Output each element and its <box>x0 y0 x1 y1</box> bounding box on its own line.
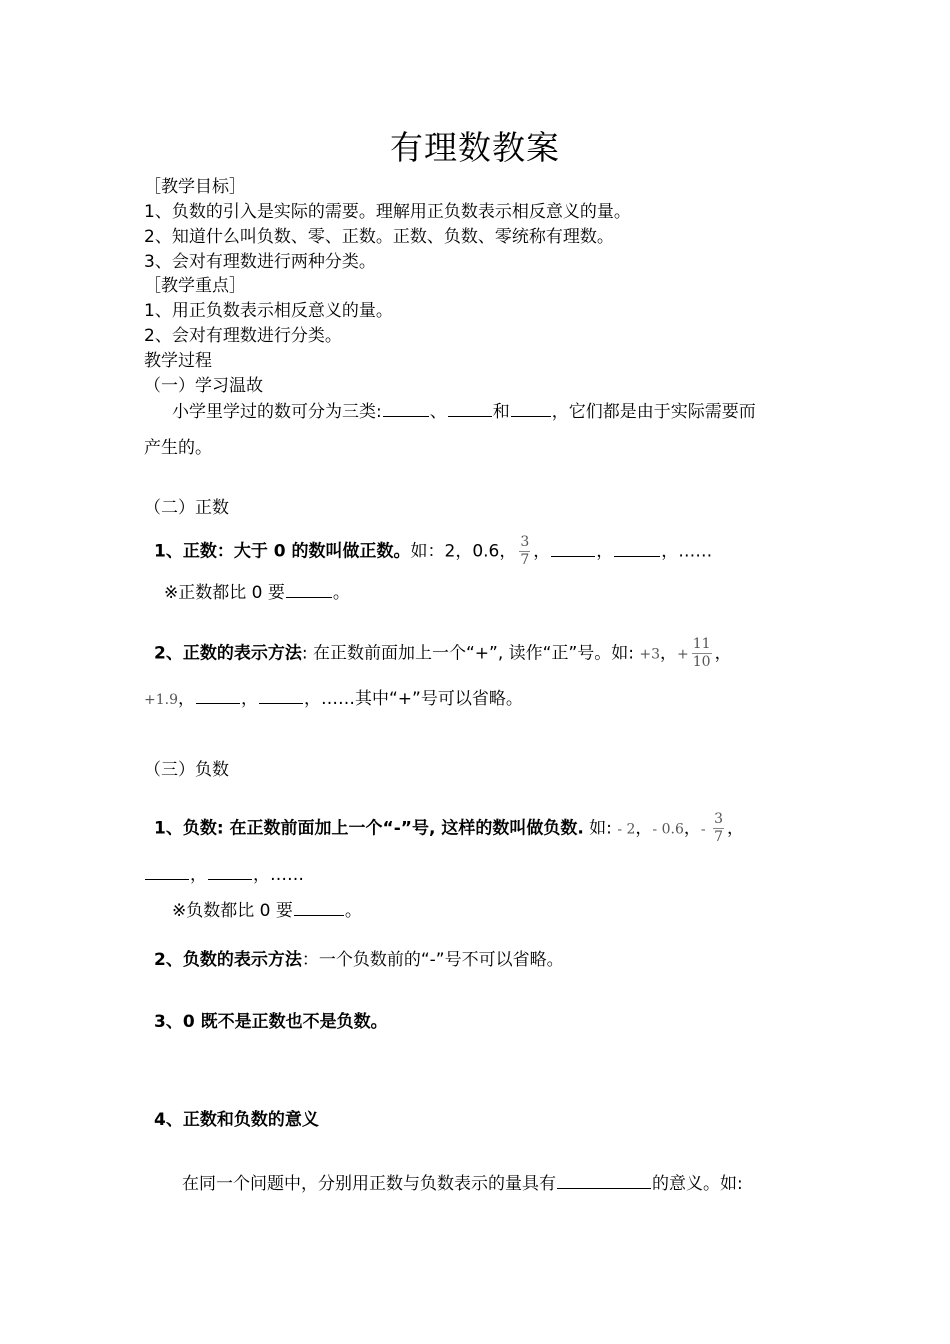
positive-repr-tail: ……其中“+”号可以省略。 <box>321 689 523 709</box>
comma: ， <box>533 541 551 562</box>
goal-item-2: 2、知道什么叫负数、零、正数。正数、负数、零统称有理数。 <box>144 227 614 247</box>
comma: ， <box>635 818 653 839</box>
goals-header: ［教学目标］ <box>144 177 246 197</box>
positive-repr-text: : 在正数前面加上一个“+”, 读作“正”号。如: <box>301 643 640 664</box>
negative-repr-text: ：一个负数前的“-”号不可以省略。 <box>301 950 564 970</box>
ellipsis: …… <box>270 865 304 885</box>
fraction-denominator: 7 <box>714 829 723 845</box>
review-text-c: 产生的。 <box>144 438 212 458</box>
meaning-text-a: 在同一个问题中，分别用正数与负数表示的量具有 <box>182 1174 556 1194</box>
review-blank-2 <box>448 399 492 417</box>
positive-def-line <box>154 534 712 569</box>
fraction-3-7-negative <box>713 811 724 846</box>
positive-blank-1 <box>551 539 595 557</box>
negative-blank-1 <box>145 862 189 880</box>
comma: ， <box>304 689 321 709</box>
review-blank-3 <box>511 399 551 417</box>
meaning-header: 4、正数和负数的意义 <box>154 1110 319 1130</box>
fraction-numerator: 11 <box>692 636 711 652</box>
positive-blank-2 <box>614 539 660 557</box>
key-header: ［教学重点］ <box>144 276 246 296</box>
fraction-denominator: 10 <box>692 654 711 670</box>
comma: ， <box>596 541 614 562</box>
fraction-3-7 <box>519 534 530 569</box>
comma: ， <box>241 689 258 709</box>
example-minus-0-6: - 0.6 <box>652 821 684 838</box>
positive-repr-blank-2 <box>259 686 303 704</box>
comma: ， <box>726 818 744 839</box>
comma: ， <box>660 643 678 664</box>
key-item-1: 1、用正负数表示相反意义的量。 <box>144 301 393 321</box>
example-plus-3: +3 <box>639 646 661 663</box>
negative-note <box>172 898 362 923</box>
positive-def-bold: 1、正数：大于 0 的数叫做正数。 <box>154 541 411 562</box>
example-plus-sign: + <box>677 646 689 663</box>
negative-blanks-line <box>144 862 304 887</box>
negative-repr-bold: 2、负数的表示方法 <box>154 950 302 970</box>
negative-def-line <box>154 811 744 846</box>
positive-note-blank <box>286 580 332 598</box>
positive-repr-bold: 2、正数的表示方法 <box>154 643 302 664</box>
positive-note-a: ※正数都比 0 要 <box>164 583 285 603</box>
example-minus-sign: - <box>700 821 711 838</box>
comma: ， <box>178 689 195 709</box>
positive-note <box>164 580 350 605</box>
negative-blank-2 <box>208 862 252 880</box>
fraction-numerator: 3 <box>714 811 723 827</box>
comma: ， <box>253 865 270 885</box>
positive-repr-blank-1 <box>196 686 240 704</box>
negative-header: （三）负数 <box>144 760 229 780</box>
fraction-11-10 <box>692 636 712 671</box>
review-line <box>172 399 756 424</box>
goal-item-1: 1、负数的引入是实际的需要。理解用正负数表示相反意义的量。 <box>144 202 631 222</box>
meaning-blank <box>557 1171 651 1189</box>
zero-statement: 3、0 既不是正数也不是负数。 <box>154 1012 388 1032</box>
review-sep-1: 、 <box>429 402 447 422</box>
review-text-a: 小学里学过的数可分为三类: <box>172 402 382 422</box>
meaning-text-b: 的意义。如: <box>652 1174 743 1194</box>
negative-note-b: 。 <box>344 901 362 921</box>
goal-item-3: 3、会对有理数进行两种分类。 <box>144 252 376 272</box>
review-sep-2: 和 <box>492 402 510 422</box>
ellipsis: …… <box>678 541 713 562</box>
negative-note-a: ※负数都比 0 要 <box>172 901 293 921</box>
review-blank-1 <box>383 399 429 417</box>
process-header: 教学过程 <box>144 351 212 371</box>
example-minus-2: - 2 <box>617 821 636 838</box>
negative-def-bold: 1、负数: 在正数前面加上一个“-”号, 这样的数叫做负数. <box>154 818 584 839</box>
comma: ， <box>683 818 701 839</box>
positive-repr-line <box>154 636 732 671</box>
negative-note-blank <box>294 898 344 916</box>
positive-repr-line-2 <box>144 686 523 712</box>
comma: ， <box>714 643 732 664</box>
page-title: 有理数教案 <box>390 128 560 167</box>
review-header: （一）学习温故 <box>144 376 263 396</box>
negative-repr-line <box>154 948 564 972</box>
positive-header: （二）正数 <box>144 498 229 518</box>
fraction-numerator: 3 <box>520 534 530 550</box>
positive-note-b: 。 <box>332 583 350 603</box>
comma: ， <box>661 541 679 562</box>
comma: ， <box>190 865 207 885</box>
negative-def-examples: 如: <box>583 818 618 839</box>
positive-def-examples: 如：2，0.6， <box>410 541 517 562</box>
review-text-b: ，它们都是由于实际需要而 <box>551 402 756 422</box>
meaning-line <box>182 1171 743 1196</box>
example-plus-1-9: +1.9 <box>144 692 178 708</box>
key-item-2: 2、会对有理数进行分类。 <box>144 326 342 346</box>
fraction-denominator: 7 <box>520 552 530 568</box>
